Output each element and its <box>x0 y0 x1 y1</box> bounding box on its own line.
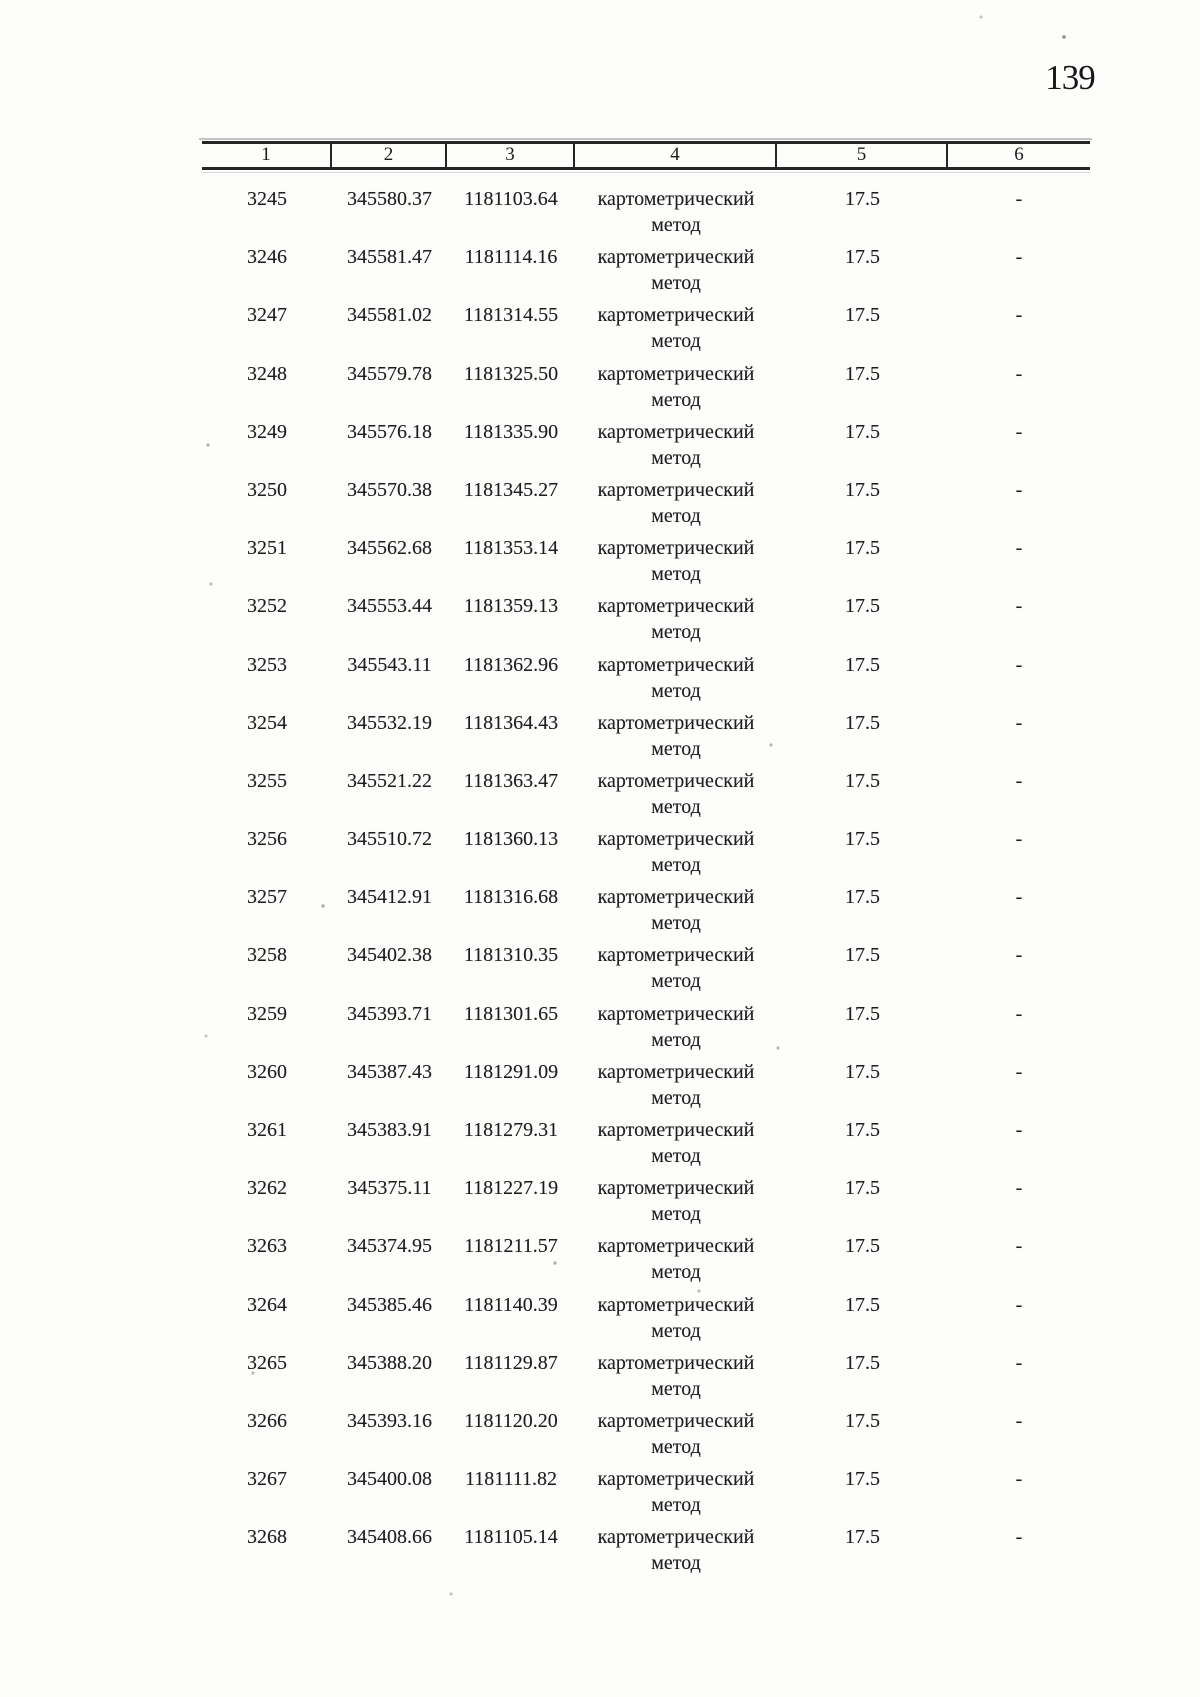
page-number: 139 <box>1045 58 1095 97</box>
cell-method: картометрический метод <box>597 1468 755 1517</box>
cell-point-number: 3248 <box>247 362 287 385</box>
cell-note: - <box>1015 362 1023 385</box>
cell-note: - <box>1015 246 1023 269</box>
cell-point-number: 3267 <box>247 1468 287 1491</box>
cell-precision: 17.5 <box>845 1468 880 1491</box>
cell-point-number: 3255 <box>247 769 287 792</box>
cell-y-coordinate: 1181114.16 <box>464 246 558 269</box>
cell-note: - <box>1015 1002 1023 1025</box>
cell-y-coordinate: 1181363.47 <box>463 769 559 792</box>
cell-x-coordinate: 345570.38 <box>347 478 432 501</box>
column-header-5: 5 <box>777 144 948 167</box>
table-row <box>202 1450 1090 1517</box>
cell-precision: 17.5 <box>845 1235 880 1258</box>
cell-note: - <box>1015 537 1023 560</box>
cell-method: картометрический метод <box>597 1060 755 1109</box>
cell-point-number: 3251 <box>247 537 287 560</box>
cell-x-coordinate: 345400.08 <box>347 1468 432 1491</box>
table-row <box>202 985 1090 1051</box>
cell-x-coordinate: 345387.43 <box>347 1060 432 1083</box>
cell-note: - <box>1015 1119 1023 1141</box>
cell-note: - <box>1015 1526 1023 1549</box>
table-row <box>202 1392 1090 1458</box>
cell-note: - <box>1015 478 1023 501</box>
cell-method: картометрический метод <box>597 828 755 877</box>
cell-x-coordinate: 345388.20 <box>347 1351 432 1374</box>
cell-precision: 17.5 <box>845 828 880 851</box>
cell-precision: 17.5 <box>845 1002 880 1025</box>
cell-point-number: 3254 <box>247 711 287 734</box>
cell-precision: 17.5 <box>845 362 880 385</box>
cell-y-coordinate: 1181359.13 <box>463 595 559 618</box>
cell-method: картометрический метод <box>597 1293 755 1342</box>
cell-note: - <box>1015 420 1023 443</box>
cell-precision: 17.5 <box>845 304 880 327</box>
table-row <box>202 1276 1090 1342</box>
cell-x-coordinate: 345532.19 <box>347 711 432 734</box>
cell-method: картометрический метод <box>597 1119 755 1167</box>
cell-precision: 17.5 <box>845 478 880 501</box>
column-header-4: 4 <box>575 144 777 167</box>
cell-x-coordinate: 345553.44 <box>347 595 432 618</box>
cell-point-number: 3257 <box>247 886 287 909</box>
cell-x-coordinate: 345581.47 <box>347 246 432 269</box>
table-row <box>202 461 1090 527</box>
cell-point-number: 3250 <box>247 478 287 501</box>
cell-note: - <box>1015 769 1023 792</box>
table-row <box>202 1043 1090 1109</box>
table-row <box>202 636 1090 702</box>
cell-point-number: 3252 <box>247 595 287 618</box>
cell-precision: 17.5 <box>845 420 880 443</box>
cell-precision: 17.5 <box>845 537 880 560</box>
cell-x-coordinate: 345579.78 <box>347 362 432 385</box>
cell-point-number: 3262 <box>247 1177 287 1200</box>
cell-y-coordinate: 1181227.19 <box>463 1177 559 1200</box>
cell-note: - <box>1015 1177 1023 1200</box>
cell-point-number: 3253 <box>247 653 287 676</box>
cell-y-coordinate: 1181291.09 <box>463 1060 559 1083</box>
table-row <box>202 694 1090 760</box>
cell-x-coordinate: 345393.16 <box>347 1409 432 1432</box>
cell-note: - <box>1015 1060 1023 1083</box>
cell-note: - <box>1015 828 1023 851</box>
cell-point-number: 3260 <box>247 1060 287 1083</box>
cell-y-coordinate: 1181111.82 <box>464 1468 558 1491</box>
cell-y-coordinate: 1181314.55 <box>463 304 559 327</box>
table-row <box>202 868 1090 935</box>
column-header-6: 6 <box>1014 144 1024 165</box>
cell-x-coordinate: 345543.11 <box>347 653 432 676</box>
cell-y-coordinate: 1181360.13 <box>463 828 559 851</box>
cell-y-coordinate: 1181325.50 <box>463 362 559 385</box>
cell-note: - <box>1015 1351 1023 1374</box>
cell-x-coordinate: 345510.72 <box>347 828 432 851</box>
cell-method: картометрический метод <box>597 1177 755 1226</box>
cell-y-coordinate: 1181211.57 <box>464 1235 558 1258</box>
table-row <box>202 519 1090 586</box>
cell-y-coordinate: 1181105.14 <box>464 1526 558 1549</box>
cell-method: картометрический метод <box>597 944 755 993</box>
coordinates-table <box>202 141 1090 1575</box>
cell-method: картометрический метод <box>597 1409 755 1458</box>
cell-point-number: 3246 <box>247 246 287 269</box>
cell-y-coordinate: 1181345.27 <box>463 478 559 501</box>
table-row <box>202 926 1090 993</box>
cell-precision: 17.5 <box>845 1119 880 1141</box>
cell-x-coordinate: 345402.38 <box>347 944 432 967</box>
cell-y-coordinate: 1181362.96 <box>463 653 559 676</box>
cell-point-number: 3264 <box>247 1293 287 1316</box>
cell-precision: 17.5 <box>845 595 880 618</box>
cell-note: - <box>1015 944 1023 967</box>
column-header-2: 2 <box>332 144 447 167</box>
cell-x-coordinate: 345375.11 <box>347 1177 432 1200</box>
cell-note: - <box>1015 1235 1023 1258</box>
cell-precision: 17.5 <box>845 188 880 210</box>
cell-x-coordinate: 345408.66 <box>347 1526 432 1549</box>
table-header-row <box>202 141 1090 170</box>
cell-note: - <box>1015 1468 1023 1491</box>
table-row <box>202 1334 1090 1400</box>
cell-method: картометрический метод <box>597 711 755 760</box>
cell-point-number: 3258 <box>247 944 287 967</box>
table-row <box>202 345 1090 411</box>
cell-y-coordinate: 1181120.20 <box>464 1409 558 1432</box>
cell-note: - <box>1015 188 1023 210</box>
table-row <box>202 752 1090 818</box>
cell-precision: 17.5 <box>845 1060 880 1083</box>
cell-x-coordinate: 345412.91 <box>347 886 432 909</box>
cell-x-coordinate: 345383.91 <box>347 1119 432 1141</box>
column-header-1: 1 <box>202 144 332 167</box>
cell-method: картометрический метод <box>597 537 755 586</box>
cell-point-number: 3245 <box>247 188 287 210</box>
cell-method: картометрический метод <box>597 246 755 295</box>
cell-point-number: 3266 <box>247 1409 287 1432</box>
cell-y-coordinate: 1181364.43 <box>463 711 559 734</box>
table-body <box>202 170 1090 1575</box>
cell-precision: 17.5 <box>845 1293 880 1316</box>
cell-method: картометрический метод <box>597 886 755 935</box>
cell-method: картометрический метод <box>597 304 755 353</box>
cell-precision: 17.5 <box>845 886 880 909</box>
cell-note: - <box>1015 711 1023 734</box>
cell-precision: 17.5 <box>845 1409 880 1432</box>
cell-note: - <box>1015 1409 1023 1432</box>
table-row <box>202 286 1090 353</box>
cell-precision: 17.5 <box>845 711 880 734</box>
cell-y-coordinate: 1181353.14 <box>463 537 559 560</box>
table-row <box>202 170 1090 236</box>
cell-precision: 17.5 <box>845 653 880 676</box>
cell-method: картометрический метод <box>597 1235 755 1284</box>
cell-x-coordinate: 345562.68 <box>347 537 432 560</box>
cell-point-number: 3247 <box>247 304 287 327</box>
table-row <box>202 810 1090 877</box>
cell-method: картометрический метод <box>597 420 755 469</box>
cell-point-number: 3265 <box>247 1351 287 1374</box>
cell-precision: 17.5 <box>845 1177 880 1200</box>
table-row <box>202 1101 1090 1167</box>
cell-x-coordinate: 345581.02 <box>347 304 432 327</box>
cell-x-coordinate: 345521.22 <box>347 769 432 792</box>
table-row <box>202 1508 1090 1575</box>
table-row <box>202 1217 1090 1284</box>
cell-note: - <box>1015 1293 1023 1316</box>
cell-method: картометрический метод <box>597 362 755 411</box>
table-row <box>202 403 1090 469</box>
cell-method: картометрический метод <box>597 1351 755 1400</box>
cell-x-coordinate: 345393.71 <box>347 1002 432 1025</box>
cell-precision: 17.5 <box>845 1351 880 1374</box>
table-row <box>202 577 1090 644</box>
cell-y-coordinate: 1181301.65 <box>463 1002 559 1025</box>
cell-method: картометрический метод <box>597 1526 755 1575</box>
scan-noise-speckles <box>0 0 2 2</box>
cell-method: картометрический метод <box>597 769 755 818</box>
table-row <box>202 1159 1090 1226</box>
column-header-3: 3 <box>447 144 575 167</box>
cell-x-coordinate: 345385.46 <box>347 1293 432 1316</box>
cell-precision: 17.5 <box>845 944 880 967</box>
cell-point-number: 3268 <box>247 1526 287 1549</box>
table-row <box>202 228 1090 295</box>
cell-method: картометрический метод <box>597 1002 755 1051</box>
cell-point-number: 3261 <box>247 1119 287 1141</box>
cell-x-coordinate: 345576.18 <box>347 420 432 443</box>
cell-y-coordinate: 1181103.64 <box>464 188 558 210</box>
cell-method: картометрический метод <box>597 188 755 236</box>
cell-y-coordinate: 1181335.90 <box>463 420 559 443</box>
cell-precision: 17.5 <box>845 246 880 269</box>
cell-note: - <box>1015 595 1023 618</box>
cell-point-number: 3259 <box>247 1002 287 1025</box>
cell-y-coordinate: 1181279.31 <box>463 1119 559 1141</box>
cell-y-coordinate: 1181316.68 <box>463 886 559 909</box>
cell-method: картометрический метод <box>597 653 755 702</box>
cell-x-coordinate: 345580.37 <box>347 188 432 210</box>
cell-y-coordinate: 1181310.35 <box>463 944 559 967</box>
cell-point-number: 3263 <box>247 1235 287 1258</box>
cell-x-coordinate: 345374.95 <box>347 1235 432 1258</box>
cell-precision: 17.5 <box>845 769 880 792</box>
cell-point-number: 3256 <box>247 828 287 851</box>
cell-method: картометрический метод <box>597 595 755 644</box>
cell-y-coordinate: 1181140.39 <box>464 1293 558 1316</box>
cell-precision: 17.5 <box>845 1526 880 1549</box>
cell-method: картометрический метод <box>597 478 755 527</box>
cell-point-number: 3249 <box>247 420 287 443</box>
cell-note: - <box>1015 304 1023 327</box>
cell-note: - <box>1015 653 1023 676</box>
cell-y-coordinate: 1181129.87 <box>464 1351 558 1374</box>
cell-note: - <box>1015 886 1023 909</box>
